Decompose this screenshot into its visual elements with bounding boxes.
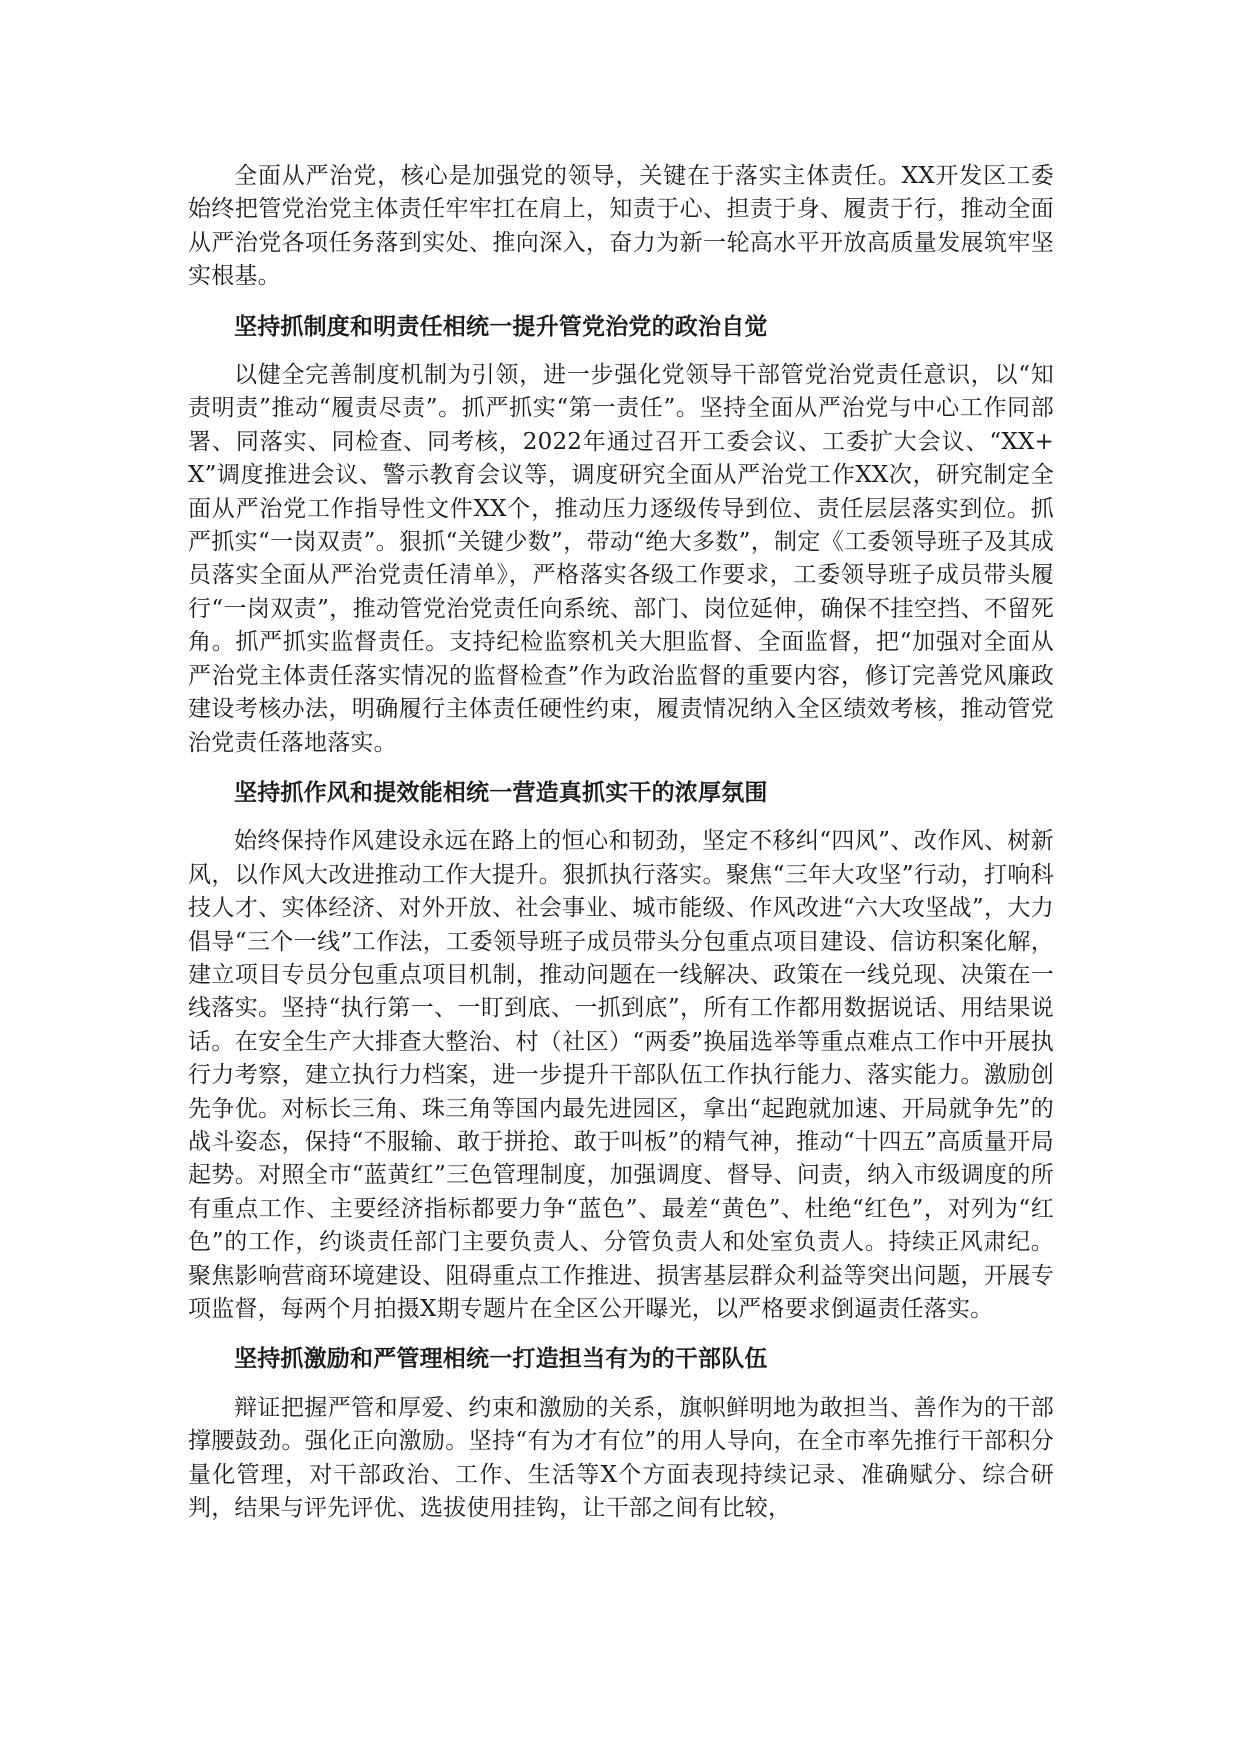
section-heading-2: 坚持抓作风和提效能相统一营造真抓实干的浓厚氛围 <box>234 778 768 806</box>
section-heading-1: 坚持抓制度和明责任相统一提升管党治党的政治自觉 <box>234 312 768 340</box>
section-body-1: 以健全完善制度机制为引领，进一步强化党领导干部管党治党责任意识，以“知责明责”推动“履责尽责”。抓严抓实“第一责任”。坚持全面从严治党与中心工作同部署、同落实、同检查、同考核，2022年通过召开工委会议、工委扩大会议、“XX+X”调度推进会议、警示教育会议等，调度研究全面从严治党工作XX次，研究制定全面从严治党工作指导性文件XX个，推动压力逐级传导到位、责任层层落实到位。抓严抓实“一岗双责”。狠抓“关键少数”，带动“绝大多数”，制定《工委领导班子及其成员落实全面从严治党责任清单》，严格落实各级工作要求，工委领导班子成员带头履行“一岗双责”，推动管党治党责任向系统、部门、岗位延伸，确保不挂空挡、不留死角。抓严抓实监督责任。支持纪检监察机关大胆监督、全面监督，把“加强对全面从严治党主体责任落实情况的监督检查”作为政治监督的重要内容，修订完善党风廉政建设考核办法，明确履行主体责任硬性约束，履责情况纳入全区绩效考核，推动管党治党责任落地落实。 <box>188 362 1054 756</box>
section-body-3: 辩证把握严管和厚爱、约束和激励的关系，旗帜鲜明地为敢担当、善作为的干部撑腰鼓劲。强化正向激励。坚持“有为才有位”的用人导向，在全市率先推行干部积分量化管理，对干部政治、工作、生活等X个方面表现持续记录、准确赋分、综合研判，结果与评先评优、选拔使用挂钩，让干部之间有比较， <box>188 1394 1054 1522</box>
section-heading-3: 坚持抓激励和严管理相统一打造担当有为的干部队伍 <box>234 1345 768 1373</box>
document-page <box>188 160 1054 1525</box>
intro-paragraph: 全面从严治党，核心是加强党的领导，关键在于落实主体责任。XX开发区工委始终把管党治党主体责任牢牢扛在肩上，知责于心、担责于身、履责于行，推动全面从严治党各项任务落到实处、推向深入，奋力为新一轮高水平开放高质量发展筑牢坚实根基。 <box>188 163 1054 290</box>
section-body-2: 始终保持作风建设永远在路上的恒心和韧劲，坚定不移纠“四风”、改作风、树新风，以作风大改进推动工作大提升。狠抓执行落实。聚焦“三年大攻坚”行动，打响科技人才、实体经济、对外开放、社会事业、城市能级、作风改进“六大攻坚战”，大力倡导“三个一线”工作法，工委领导班子成员带头分包重点项目建设、信访积案化解，建立项目专员分包重点项目机制，推动问题在一线解决、政策在一线兑现、决策在一线落实。坚持“执行第一、一盯到底、一抓到底”，所有工作都用数据说话、用结果说话。在安全生产大排查大整治、村（社区）“两委”换届选举等重点难点工作中开展执行力考察，建立执行力档案，进一步提升干部队伍工作执行能力、落实能力。激励创先争优。对标长三角、珠三角等国内最先进园区，拿出“起跑就加速、开局就争先”的战斗姿态，保持“不服输、敢于拼抢、敢于叫板”的精气神，推动“十四五”高质量开局起势。对照全市“蓝黄红”三色管理制度，加强调度、督导、问责，纳入市级调度的所有重点工作、主要经济指标都要力争“蓝色”、最差“黄色”、杜绝“红色”，对列为“红色”的工作，约谈责任部门主要负责人、分管负责人和处室负责人。持续正风肃纪。聚焦影响营商环境建设、阻碍重点工作推进、损害基层群众利益等突出问题，开展专项监督，每两个月拍摄X期专题片在全区公开曝光，以严格要求倒逼责任落实。 <box>188 828 1054 1322</box>
